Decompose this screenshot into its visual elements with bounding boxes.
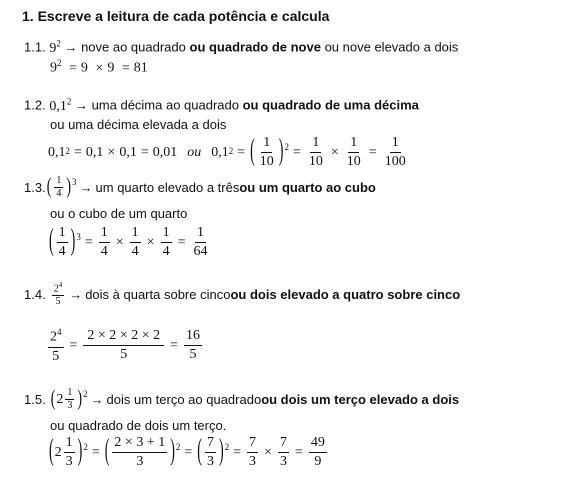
arrow-icon: → [79, 180, 93, 195]
item-1-2: 1.2. $0,1^2$ → uma décima ao quadrado ou quadrado de uma décima [24, 96, 419, 114]
item-label: 1.5. [24, 392, 46, 407]
item-label: 1.3. [24, 180, 46, 195]
item-1-5: 1.5. ( 2 $\frac{1}{3}$ ) 2 → dois um terço ao quadrado ou dois um terço elevado a dois [24, 386, 460, 411]
item-1-4: 1.4. $\frac{2^4}{5}$ → dois à quarta sobre cinco ou dois elevado a quatro sobre cinco [24, 281, 461, 308]
calc-1-3: ( $\frac{1}{4}$ ) 3 = $\frac{1}{4}$ × $\frac{1}{4}$ × $\frac{1}{4}$ = $\frac{1}{64}$ [49, 224, 208, 259]
item-label: 1.2. [24, 97, 46, 113]
power-expression: $9^2$ [49, 38, 61, 56]
item-label: 1.4. [24, 287, 46, 303]
calc-1-2: 0,1 2 = 0,1 × 0,1 = 0,01 ou 0,1 2 = ( $\frac{1}{10}$ ) 2 = $\frac{1}{10}$ × $\frac{1}{10}$ = $\frac{1}{100}$ [48, 134, 406, 169]
power-expression: $\frac{2^4}{5}$ [53, 281, 63, 308]
item-1-3: 1.3. ( $\frac{1}{4}$ ) 3 → um quarto elevado a três ou um quarto ao cubo [24, 174, 376, 199]
arrow-icon: → [64, 39, 78, 55]
calc-1-1: $9^2 = 9 \times 9 = 81$ [50, 58, 148, 76]
item-1-3-line2: ou o cubo de um quarto [50, 206, 188, 221]
item-1-5-line2: ou quadrado de dois um terço. [50, 418, 227, 433]
arrow-icon: → [74, 97, 88, 113]
calc-1-5: ( 2 $\frac{1}{3}$ ) 2 = ( $\frac{2 \times 3 + 1}{3}$ ) 2 = ( $\frac{7}{3}$ ) 2 = $\frac{7}{3}$ × $\frac{7}{3}$ = $\frac{49}{9}$ [49, 434, 325, 469]
arrow-icon: → [69, 287, 83, 303]
calc-1-4: $\frac{2^4}{5}$ = $\frac{2 \times 2 \times 2 \times 2}{5}$ = $\frac{16}{5}$ [50, 327, 200, 364]
power-expression: $0,1^2$ [49, 96, 72, 114]
item-label: 1.1. [24, 39, 46, 55]
item-1-2-line2: ou uma décima elevada a dois [50, 117, 227, 132]
item-1-1: 1.1. $9^2$ → nove ao quadrado ou quadrado de nove ou nove elevado a dois [24, 38, 459, 56]
exercise-heading: 1. Escreve a leitura de cada potência e calcula [22, 8, 330, 24]
power-expression: ( $\frac{1}{4}$ ) 3 [46, 174, 77, 199]
arrow-icon: → [90, 392, 104, 407]
power-expression: ( 2 $\frac{1}{3}$ ) 2 [50, 386, 88, 411]
